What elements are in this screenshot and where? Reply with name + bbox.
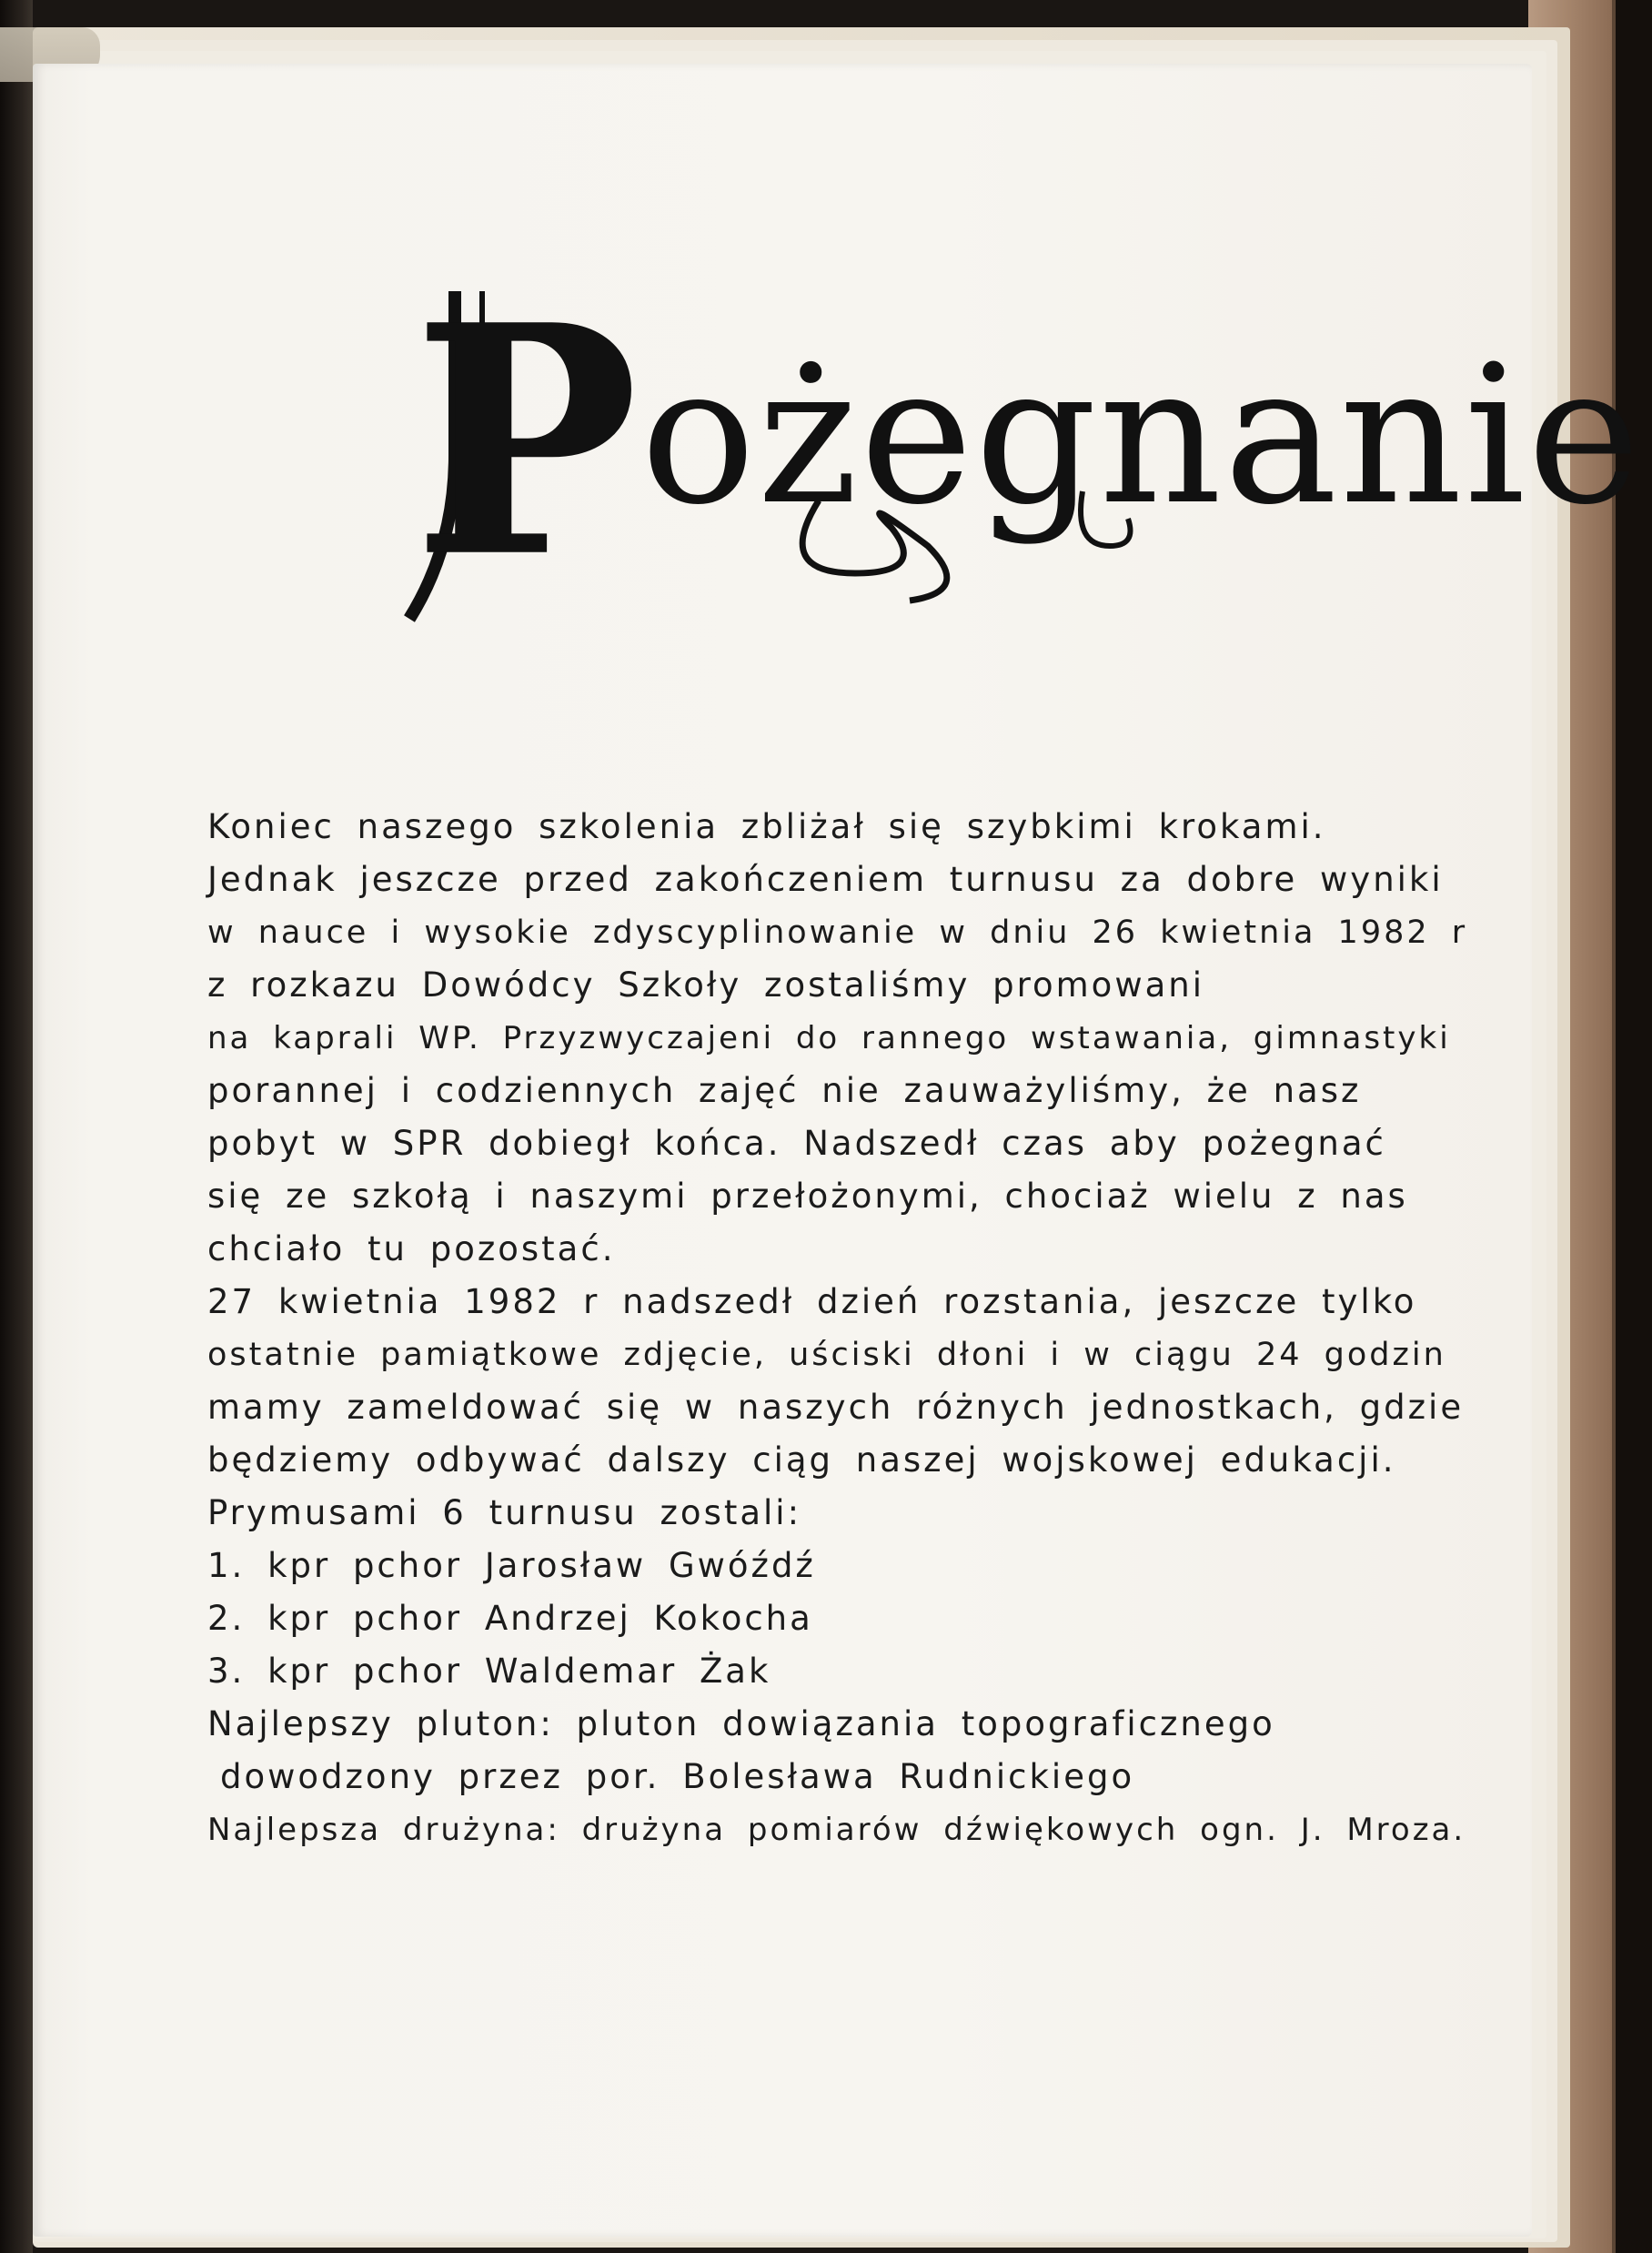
- list-item: 1. kpr pchor Jarosław Gwóźdź: [207, 1546, 816, 1585]
- text-line: chciało tu pozostać.: [207, 1229, 616, 1268]
- text-line: z rozkazu Dowódcy Szkoły zostaliśmy promowani: [207, 965, 1204, 1005]
- text-line: Koniec naszego szkolenia zbliżał się szybkimi krokami.: [207, 807, 1326, 846]
- text-line: Prymusami 6 turnusu zostali:: [207, 1493, 802, 1532]
- text-line: na kaprali WP. Przyzwyczajeni do rannego wstawania, gimnastyki: [207, 1020, 1451, 1056]
- page-title: [413, 246, 1643, 627]
- text-line: Najlepsza drużyna: drużyna pomiarów dźwiękowych ogn. J. Mroza.: [207, 1812, 1466, 1848]
- list-item: 3. kpr pchor Waldemar Żak: [207, 1652, 771, 1691]
- text-line: będziemy odbywać dalszy ciąg naszej wojskowej edukacji.: [207, 1440, 1396, 1480]
- text-line: Jednak jeszcze przed zakończeniem turnusu za dobre wyniki: [207, 860, 1444, 899]
- text-line: mamy zameldować się w naszych różnych jednostkach, gdzie: [207, 1388, 1465, 1427]
- list-item: 2. kpr pchor Andrzej Kokocha: [207, 1599, 813, 1638]
- book-binding: [0, 0, 33, 2253]
- title-initial: P: [413, 256, 641, 627]
- text-line: dowodzony przez por. Bolesława Rudnickiego: [220, 1757, 1135, 1796]
- handwritten-text: [207, 801, 1472, 1856]
- text-line: pobyt w SPR dobiegł końca. Nadszedł czas aby pożegnać: [207, 1124, 1386, 1163]
- title-rest: ożegnanie: [640, 324, 1643, 547]
- text-line: się ze szkołą i naszymi przełożonymi, chociaż wielu z nas: [207, 1177, 1408, 1216]
- text-line: w nauce i wysokie zdyscyplinowanie w dniu 26 kwietnia 1982 r: [207, 914, 1468, 951]
- text-line: 27 kwietnia 1982 r nadszedł dzień rozstania, jeszcze tylko: [207, 1282, 1417, 1321]
- text-line: Najlepszy pluton: pluton dowiązania topograficznego: [207, 1704, 1275, 1743]
- text-line: ostatnie pamiątkowe zdjęcie, uściski dłoni i w ciągu 24 godzin: [207, 1337, 1446, 1373]
- text-line: porannej i codziennych zajęć nie zauważyliśmy, że nasz: [207, 1071, 1362, 1110]
